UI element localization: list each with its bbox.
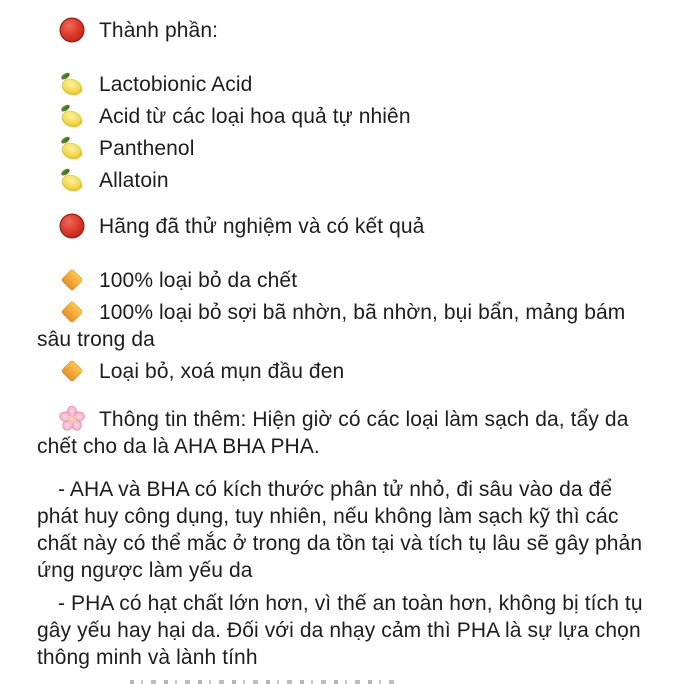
orange-diamond-icon xyxy=(58,266,86,294)
list-item xyxy=(37,357,654,385)
results-heading xyxy=(37,212,654,240)
extra-info-label: Thông tin thêm: Hiện giờ có các loại làm sạch da, tẩy da chết cho da là AHA BHA PHA. xyxy=(37,408,629,458)
pha-paragraph: - PHA có hạt chất lớn hơn, vì thế an toàn hơn, không bị tích tụ gây yếu hay hại da. Đối với da nhạy cảm thì PHA là sự lựa chọn thông minh và lành tính xyxy=(37,592,643,669)
list-item xyxy=(37,134,654,162)
list-item xyxy=(37,298,654,353)
result-label: Loại bỏ, xoá mụn đầu đen xyxy=(99,360,345,383)
orange-diamond-icon xyxy=(58,357,86,385)
list-item xyxy=(37,70,654,98)
result-label: 100% loại bỏ da chết xyxy=(99,269,298,292)
orange-diamond-icon xyxy=(58,298,86,326)
ingredient-label: Lactobionic Acid xyxy=(99,73,253,96)
extra-info-paragraph xyxy=(37,405,654,460)
cherry-blossom-icon xyxy=(58,405,86,433)
red-circle-emoji xyxy=(58,212,86,240)
ingredients-list xyxy=(37,70,654,194)
results-heading-label: Hãng đã thử nghiệm và có kết quả xyxy=(99,215,425,238)
result-label: 100% loại bỏ sợi bã nhờn, bã nhờn, bụi bẩn, mảng bám sâu trong da xyxy=(37,301,626,351)
ingredient-label: Acid từ các loại hoa quả tự nhiên xyxy=(99,105,411,128)
ingredients-heading-label: Thành phần: xyxy=(99,19,219,42)
aha-bha-paragraph: - AHA và BHA có kích thước phân tử nhỏ, đi sâu vào da để phát huy công dụng, tuy nhiên, nếu không làm sạch kỹ thì các chất này có thể mắc ở trong da tồn tại và tích tụ lâu sẽ gây phản ứng ngược làm yếu da xyxy=(37,478,643,582)
lemon-icon xyxy=(58,102,86,130)
results-list xyxy=(37,266,654,385)
lemon-icon xyxy=(58,134,86,162)
list-item xyxy=(37,266,654,294)
lemon-icon xyxy=(58,166,86,194)
list-item xyxy=(37,166,654,194)
ingredient-label: Panthenol xyxy=(99,137,195,160)
cutoff-text-line xyxy=(130,680,402,684)
red-circle-emoji xyxy=(58,16,86,44)
lemon-icon xyxy=(58,70,86,98)
ingredients-heading xyxy=(37,16,654,44)
list-item xyxy=(37,102,654,130)
ingredient-label: Allatoin xyxy=(99,169,169,192)
